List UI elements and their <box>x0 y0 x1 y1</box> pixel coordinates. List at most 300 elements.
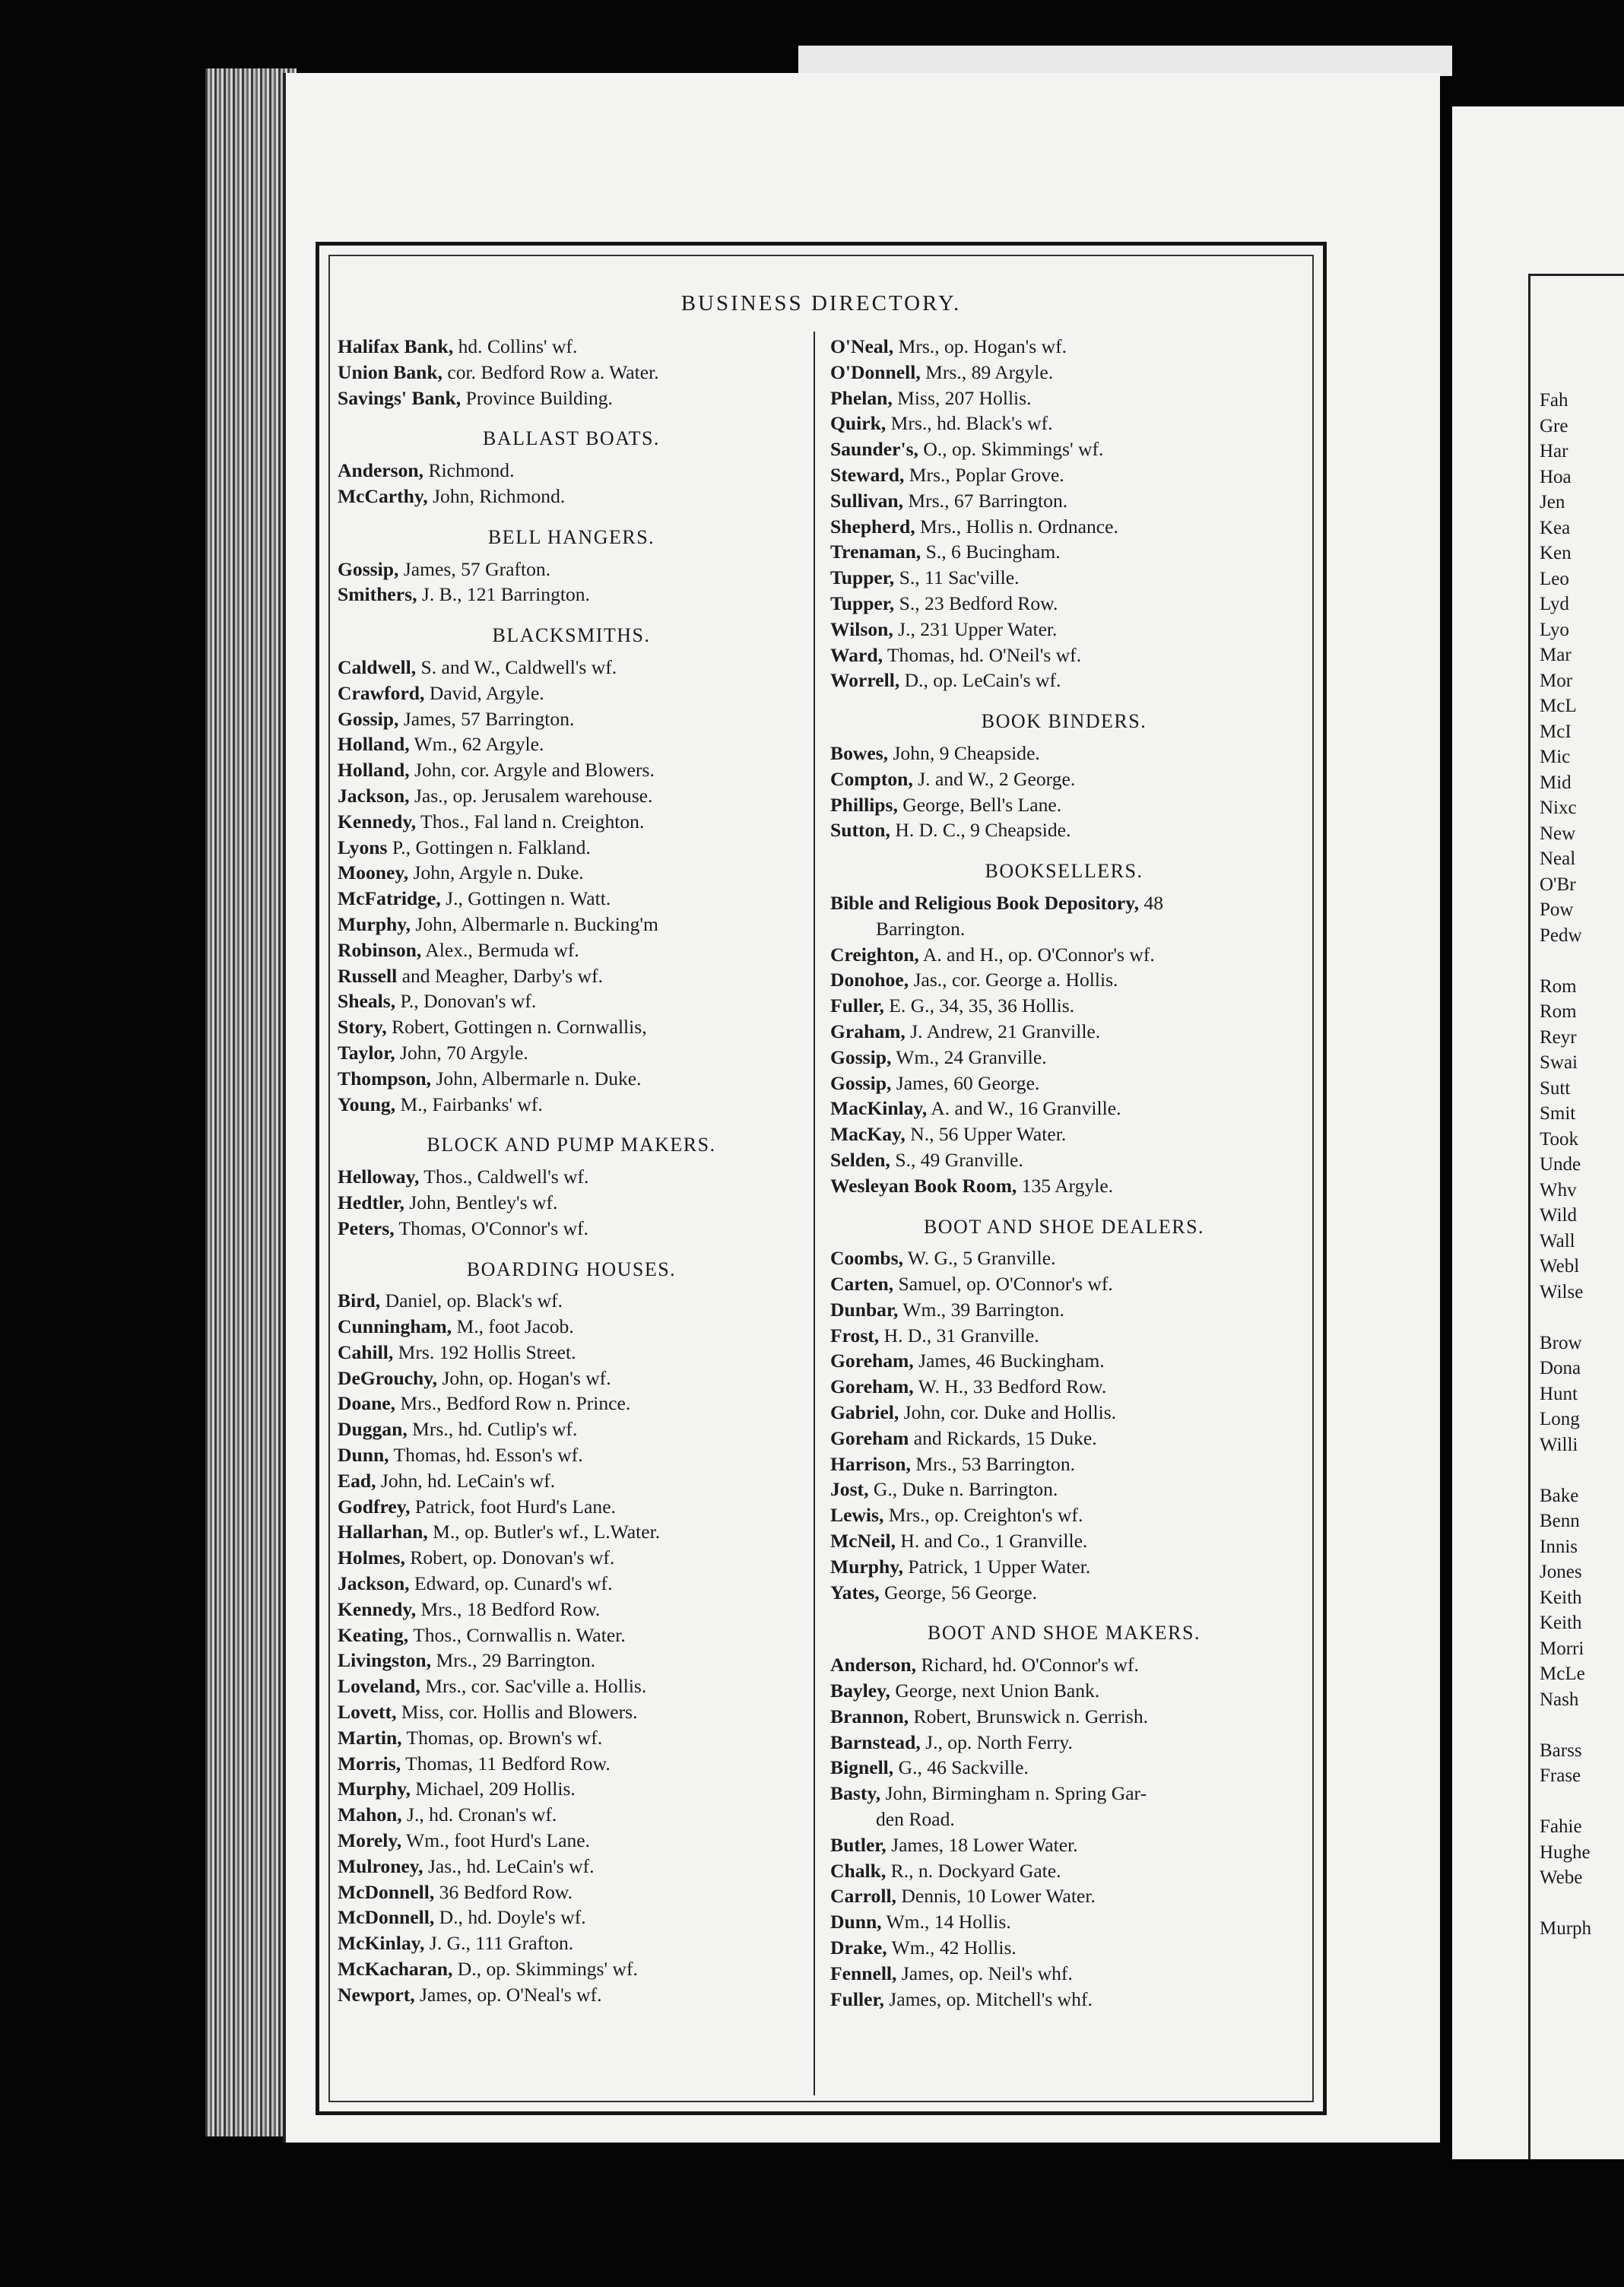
entry-name: Harrison, <box>830 1452 911 1475</box>
directory-entry <box>830 668 1298 693</box>
entry-address: 135 Argyle. <box>1017 1174 1114 1197</box>
entry-name: Story, <box>338 1016 387 1039</box>
facing-page <box>1452 106 1624 2159</box>
facing-page-fragment: Ken <box>1540 543 1572 563</box>
entry-address: Mrs., cor. Sac'ville a. Hollis. <box>420 1675 647 1698</box>
entry-address: A. and W., 16 Granville. <box>927 1097 1121 1120</box>
entry-address: J., op. North Ferry. <box>920 1730 1073 1753</box>
facing-page-fragment: Nash <box>1540 1689 1579 1710</box>
directory-entry <box>830 385 1298 411</box>
directory-entry <box>830 1045 1298 1071</box>
facing-page-fragment: Mic <box>1540 747 1571 767</box>
entry-address: Richmond. <box>423 459 515 482</box>
entry-address: James, 57 Barrington. <box>398 707 575 730</box>
facing-page-fragment: Morri <box>1540 1638 1584 1659</box>
left-column <box>338 334 805 2008</box>
entry-name: Bird, <box>338 1289 381 1312</box>
entry-name: Doane, <box>338 1392 396 1415</box>
entry-address: James, op. O'Neal's wf. <box>414 1983 602 2006</box>
entry-name: Murphy, <box>338 1778 411 1800</box>
section-heading: BLACKSMITHS. <box>492 624 651 647</box>
section-heading: BALLAST BOATS. <box>483 427 660 450</box>
entry-name: Bignell, <box>830 1756 894 1779</box>
directory-entry <box>338 1014 805 1040</box>
directory-entry <box>338 1648 805 1673</box>
directory-entry <box>338 1982 805 2008</box>
entry-address: Wm., 39 Barrington. <box>898 1298 1064 1321</box>
entry-name: McDonnell, <box>338 1880 435 1903</box>
entry-name: Sheals, <box>338 990 396 1013</box>
entry-name: Compton, <box>830 767 913 790</box>
entry-name: Loveland, <box>338 1675 420 1698</box>
facing-page-fragment: Jones <box>1540 1562 1582 1582</box>
directory-entry <box>830 514 1298 540</box>
entry-name: Bayley, <box>830 1680 890 1702</box>
entry-name: Chalk, <box>830 1859 887 1882</box>
directory-entry <box>338 1519 805 1545</box>
facing-page-fragment: Wild <box>1540 1205 1577 1226</box>
directory-entry <box>338 731 805 757</box>
entry-address: James, op. Neil's whf. <box>896 1962 1073 1984</box>
directory-entry <box>830 565 1298 591</box>
entry-name: Holmes, <box>338 1546 405 1569</box>
directory-entry <box>338 1545 805 1571</box>
entry-address: O., op. Skimmings' wf. <box>918 438 1104 461</box>
entry-name: Frost, <box>830 1324 880 1347</box>
entry-name: Holland, <box>338 733 410 756</box>
entry-address: D., hd. Doyle's wf. <box>434 1906 586 1929</box>
facing-page-fragment: Neal <box>1540 849 1576 869</box>
entry-address: M., op. Butler's wf., L.Water. <box>427 1521 661 1543</box>
facing-page-fragment: O'Br <box>1540 874 1576 895</box>
entry-name: Yates, <box>830 1581 880 1603</box>
entry-name: Shepherd, <box>830 515 915 538</box>
entry-address: M., Fairbanks' wf. <box>395 1093 543 1115</box>
entry-address: M., foot Jacob. <box>452 1315 574 1338</box>
entry-name: Bowes, <box>830 741 889 764</box>
entry-address: David, Argyle. <box>424 681 544 704</box>
facing-page-fragment: Long <box>1540 1409 1580 1429</box>
facing-page-fragment: Took <box>1540 1128 1579 1150</box>
directory-entry <box>338 334 805 360</box>
directory-entry <box>830 1271 1298 1297</box>
facing-page-fragment: McI <box>1540 721 1572 742</box>
directory-entry <box>338 1751 805 1777</box>
directory-entry <box>830 1019 1298 1045</box>
entry-address: John, Argyle n. Duke. <box>408 861 584 884</box>
entry-address: James, 60 George. <box>891 1071 1040 1094</box>
entry-address: Mrs., op. Creighton's wf. <box>883 1504 1083 1527</box>
entry-continuation: Barrington. <box>876 917 966 940</box>
entry-name: Smithers, <box>338 583 417 606</box>
entry-name: Lovett, <box>338 1701 397 1724</box>
directory-entry <box>830 1297 1298 1323</box>
facing-page-fragment: Hughe <box>1540 1841 1591 1863</box>
facing-page-fragment: Murph <box>1540 1918 1592 1939</box>
directory-entry <box>338 1442 805 1468</box>
entry-name: Union Bank, <box>338 360 442 383</box>
entry-address: N., 56 Upper Water. <box>905 1123 1067 1146</box>
facing-page-fragment: Hoa <box>1540 466 1572 487</box>
entry-address: James, 57 Grafton. <box>398 557 551 580</box>
entry-address: George, Bell's Lane. <box>897 793 1062 816</box>
directory-entry <box>338 1622 805 1648</box>
directory-entry <box>830 642 1298 668</box>
entry-name: Jackson, <box>338 1572 410 1595</box>
directory-entry <box>338 1776 805 1802</box>
entry-address: Miss, 207 Hollis. <box>892 386 1032 409</box>
entry-name: Mooney, <box>338 861 409 884</box>
directory-entry <box>830 1147 1298 1173</box>
entry-address: R., n. Dockyard Gate. <box>886 1859 1061 1882</box>
entry-name: Thompson, <box>338 1067 432 1090</box>
entry-address: Jas., cor. George a. Hollis. <box>909 969 1118 991</box>
facing-page-fragment: Rom <box>1540 975 1577 997</box>
entry-address: John, cor. Argyle and Blowers. <box>409 759 655 782</box>
entry-address: Wm., foot Hurd's Lane. <box>401 1829 591 1852</box>
facing-page-fragment: Mid <box>1540 772 1572 793</box>
directory-entry <box>830 1374 1298 1400</box>
entry-address: S., 6 Bucingham. <box>921 541 1061 563</box>
directory-entry <box>338 835 805 861</box>
facing-page-fragment: Wall <box>1540 1230 1575 1251</box>
entry-address: D., op. LeCain's wf. <box>899 669 1061 692</box>
entry-address: G., Duke n. Barrington. <box>868 1478 1058 1501</box>
entry-address: J. B., 121 Barrington. <box>417 583 590 606</box>
entry-name: Saunder's, <box>830 438 918 461</box>
facing-page-fragment: New <box>1540 823 1576 844</box>
directory-entry <box>830 1832 1298 1858</box>
entry-address: Thos., Caldwell's wf. <box>419 1166 589 1188</box>
directory-entry <box>830 436 1298 462</box>
entry-name: O'Neal, <box>830 335 894 357</box>
entry-name: Newport, <box>338 1983 415 2006</box>
entry-address: Alex., Bermuda wf. <box>421 938 579 961</box>
directory-entry <box>830 1348 1298 1374</box>
entry-name: Holland, <box>338 759 410 782</box>
entry-address: E. G., 34, 35, 36 Hollis. <box>883 994 1075 1017</box>
directory-entry <box>338 1040 805 1066</box>
entry-address: Mrs., op. Hogan's wf. <box>893 335 1067 357</box>
facing-page-fragment: Innis <box>1540 1536 1578 1557</box>
entry-address: John, cor. Duke and Hollis. <box>899 1401 1117 1424</box>
entry-name: McKacharan, <box>338 1958 453 1981</box>
entry-name: Ward, <box>830 643 883 666</box>
directory-entry <box>830 766 1298 792</box>
facing-page-fragment: Mor <box>1540 670 1573 691</box>
facing-page-fragment: Bake <box>1540 1485 1579 1506</box>
entry-name: Steward, <box>830 463 905 486</box>
entry-address: J., 231 Upper Water. <box>893 617 1058 640</box>
entry-address: Thomas, 11 Bedford Row. <box>401 1752 611 1775</box>
directory-entry <box>338 582 805 607</box>
entry-name: Jost, <box>830 1478 869 1501</box>
entry-name: Ead, <box>338 1469 376 1492</box>
entry-name: Goreham, <box>830 1350 914 1372</box>
facing-page-fragment: Sutt <box>1540 1077 1571 1099</box>
entry-name: Hedtler, <box>338 1191 404 1213</box>
directory-entry <box>830 462 1298 488</box>
directory-entry <box>338 1190 805 1216</box>
entry-address: Edward, op. Cunard's wf. <box>409 1572 613 1595</box>
entry-address: James, 18 Lower Water. <box>886 1833 1078 1856</box>
directory-entry <box>338 912 805 937</box>
directory-entry <box>830 1477 1298 1502</box>
entry-name: Mulroney, <box>338 1854 423 1877</box>
directory-entry <box>830 1883 1298 1909</box>
entry-address: Mrs., 53 Barrington. <box>910 1452 1076 1475</box>
directory-entry <box>338 385 805 411</box>
facing-page-fragment: Hunt <box>1540 1383 1578 1404</box>
directory-entry <box>338 1314 805 1340</box>
entry-name: Sutton, <box>830 819 890 842</box>
entry-address: Robert, Brunswick n. Gerrish. <box>909 1705 1149 1727</box>
entry-name: Trenaman, <box>830 541 921 563</box>
entry-name: Barnstead, <box>830 1730 921 1753</box>
entry-address: S. and W., Caldwell's wf. <box>416 655 617 678</box>
entry-name: Lyons <box>338 836 388 858</box>
entry-address: John, 70 Argyle. <box>395 1041 528 1064</box>
entry-name: O'Donnell, <box>830 360 921 383</box>
directory-entry <box>338 484 805 509</box>
directory-entry <box>830 488 1298 514</box>
entry-name: Cahill, <box>338 1340 394 1363</box>
entry-address: James, 46 Buckingham. <box>913 1350 1105 1372</box>
facing-page-fragment: Smit <box>1540 1103 1576 1124</box>
directory-entry <box>338 557 805 582</box>
entry-name: Kennedy, <box>338 810 417 833</box>
entry-address: Wm., 62 Argyle. <box>409 733 544 756</box>
facing-page-fragment: Frase <box>1540 1765 1581 1786</box>
entry-address: Mrs., hd. Cutlip's wf. <box>407 1418 578 1441</box>
directory-entry <box>338 1930 805 1956</box>
directory-entry <box>830 1502 1298 1528</box>
entry-address: Thos., Cornwallis n. Water. <box>408 1623 626 1646</box>
entry-address: Michael, 209 Hollis. <box>411 1778 576 1800</box>
entry-address: S., 23 Bedford Row. <box>894 592 1058 614</box>
entry-address: G., 46 Sackville. <box>893 1756 1029 1779</box>
directory-frame <box>316 242 1327 2115</box>
entry-address: Samuel, op. O'Connor's wf. <box>893 1273 1113 1296</box>
facing-page-fragment: Pow <box>1540 899 1574 920</box>
entry-address: H. D., 31 Granville. <box>879 1324 1039 1347</box>
entry-name: Selden, <box>830 1148 890 1171</box>
directory-entry <box>338 1092 805 1118</box>
entry-address: Thomas, op. Brown's wf. <box>401 1726 603 1749</box>
entry-address: Thomas, hd. Esson's wf. <box>389 1444 583 1467</box>
entry-name: Murphy, <box>830 1555 904 1578</box>
directory-entry <box>338 963 805 989</box>
entry-name: Gossip, <box>830 1045 892 1068</box>
facing-page-fragment: Pedw <box>1540 925 1582 946</box>
directory-entry <box>830 591 1298 617</box>
facing-page-fragment: Fahie <box>1540 1816 1582 1837</box>
entry-name: Martin, <box>338 1726 402 1749</box>
facing-page-fragment: Willi <box>1540 1434 1578 1455</box>
entry-address: S., 49 Granville. <box>890 1148 1023 1171</box>
entry-name: Gabriel, <box>830 1401 899 1424</box>
entry-address: Wm., 14 Hollis. <box>881 1911 1011 1933</box>
directory-entry <box>830 1554 1298 1580</box>
entry-address: J. Andrew, 21 Granville. <box>905 1020 1101 1042</box>
entry-address: Miss, cor. Hollis and Blowers. <box>396 1701 638 1724</box>
directory-entry <box>338 680 805 706</box>
entry-address: Thomas, O'Connor's wf. <box>394 1216 589 1239</box>
facing-page-fragment: Lyd <box>1540 594 1569 614</box>
directory-entry <box>830 1781 1298 1806</box>
section-heading: BOARDING HOUSES. <box>466 1258 677 1280</box>
entry-name: Coombs, <box>830 1247 903 1270</box>
entry-name: McCarthy, <box>338 484 428 507</box>
directory-entry <box>830 1245 1298 1271</box>
facing-page-fragment: Dona <box>1540 1358 1581 1378</box>
entry-name: Savings' Bank, <box>338 386 462 409</box>
directory-title: BUSINESS DIRECTORY. <box>680 291 962 316</box>
directory-entry <box>830 1935 1298 1961</box>
entry-name: Anderson, <box>338 459 424 482</box>
facing-page-fragment: McLe <box>1540 1664 1585 1684</box>
entry-name: Fuller, <box>830 994 884 1017</box>
directory-entry <box>338 757 805 783</box>
entry-name: Phillips, <box>830 793 898 816</box>
entry-address: Jas., hd. LeCain's wf. <box>423 1854 595 1877</box>
directory-entry <box>830 1704 1298 1730</box>
entry-address: P., Donovan's wf. <box>395 990 537 1013</box>
entry-name: Phelan, <box>830 386 893 409</box>
entry-address: D., op. Skimmings' wf. <box>452 1958 638 1981</box>
entry-address: Wm., 42 Hollis. <box>887 1936 1017 1959</box>
entry-name: Dunn, <box>338 1444 389 1467</box>
entry-name: Crawford, <box>338 681 425 704</box>
directory-entry <box>830 1426 1298 1451</box>
section-heading: BLOCK AND PUMP MAKERS. <box>427 1134 716 1156</box>
entry-name: Sullivan, <box>830 489 904 512</box>
directory-entry <box>338 1416 805 1442</box>
facing-page-fragment: Har <box>1540 441 1568 462</box>
facing-page-fragment: Fah <box>1540 390 1568 411</box>
directory-entry <box>338 1802 805 1828</box>
directory-entry <box>338 937 805 963</box>
directory-entry <box>830 1528 1298 1554</box>
entry-address: A. and H., op. O'Connor's wf. <box>918 943 1155 966</box>
directory-entry <box>830 1858 1298 1884</box>
directory-entry <box>830 1400 1298 1426</box>
entry-name: DeGrouchy, <box>338 1366 438 1389</box>
facing-page-fragment: Brow <box>1540 1332 1582 1353</box>
facing-page-fragment: Wilse <box>1540 1281 1584 1302</box>
entry-name: MacKinlay, <box>830 1097 928 1120</box>
directory-entry <box>830 1652 1298 1678</box>
entry-address: H. D. C., 9 Cheapside. <box>890 819 1071 842</box>
entry-address: John, Richmond. <box>427 484 566 507</box>
directory-entry <box>338 1828 805 1854</box>
entry-address: John, Albermarle n. Duke. <box>431 1067 642 1090</box>
entry-name: McFatridge, <box>338 887 441 910</box>
facing-page-fragment: Unde <box>1540 1154 1581 1175</box>
facing-page-fragment: Barss <box>1540 1740 1582 1761</box>
entry-address: John, Birmingham n. Spring Gar- <box>880 1782 1147 1805</box>
entry-address: Mrs., Bedford Row n. Prince. <box>395 1392 631 1415</box>
entry-name: Graham, <box>830 1020 906 1042</box>
entry-address: P., Gottingen n. Falkland. <box>387 836 591 858</box>
facing-page-fragment: Reyr <box>1540 1026 1577 1048</box>
entry-name: Donohoe, <box>830 969 909 991</box>
directory-entry <box>830 334 1298 360</box>
entry-address: cor. Bedford Row a. Water. <box>442 360 659 383</box>
entry-name: Murphy, <box>338 912 411 935</box>
entry-address: S., 11 Sac'ville. <box>894 566 1020 589</box>
entry-name: Dunn, <box>830 1911 882 1933</box>
directory-entry <box>338 886 805 912</box>
facing-page-fragment: McL <box>1540 696 1577 716</box>
entry-address: Richard, hd. O'Connor's wf. <box>916 1654 1139 1676</box>
entry-name: Fuller, <box>830 1987 884 2010</box>
entry-address: Mrs., 29 Barrington. <box>431 1649 596 1672</box>
directory-entry <box>338 1571 805 1597</box>
entry-name: Gossip, <box>338 557 399 580</box>
directory-entry <box>830 1451 1298 1477</box>
directory-entry <box>830 741 1298 766</box>
entry-name: Mahon, <box>338 1803 402 1826</box>
directory-entry <box>830 1961 1298 1987</box>
entry-name: Drake, <box>830 1936 887 1959</box>
directory-entry <box>830 1678 1298 1704</box>
directory-entry <box>338 1597 805 1622</box>
section-heading: BOOT AND SHOE MAKERS. <box>928 1622 1201 1645</box>
entry-address: John, op. Hogan's wf. <box>437 1366 611 1389</box>
entry-address: J., hd. Cronan's wf. <box>401 1803 557 1826</box>
entry-address: Thomas, hd. O'Neil's wf. <box>882 643 1082 666</box>
directory-entry <box>338 860 805 886</box>
section-heading: BOOKSELLERS. <box>985 860 1143 883</box>
entry-address: John, Albermarle n. Bucking'm <box>411 912 658 935</box>
directory-entry <box>338 1879 805 1905</box>
entry-name: Quirk, <box>830 412 887 435</box>
entry-name: Jackson, <box>338 784 410 807</box>
facing-page-fragment: Keith <box>1540 1587 1582 1608</box>
entry-name: Russell <box>338 964 398 987</box>
directory-entry <box>338 360 805 385</box>
entry-name: Tupper, <box>830 566 895 589</box>
entry-address: Province Building. <box>461 386 613 409</box>
entry-address: John, hd. LeCain's wf. <box>376 1469 556 1492</box>
entry-address: James, op. Mitchell's whf. <box>883 1987 1093 2010</box>
entry-address: Mrs., 67 Barrington. <box>903 489 1068 512</box>
entry-address: John, Bentley's wf. <box>404 1191 558 1213</box>
directory-entry <box>338 1066 805 1092</box>
entry-address: and Meagher, Darby's wf. <box>397 964 604 987</box>
entry-address: Wm., 24 Granville. <box>891 1045 1047 1068</box>
entry-name: Hallarhan, <box>338 1521 428 1543</box>
directory-entry <box>338 1468 805 1494</box>
directory-entry <box>338 706 805 732</box>
entry-name: Fennell, <box>830 1962 897 1984</box>
entry-name: Anderson, <box>830 1654 917 1676</box>
entry-name: Morris, <box>338 1752 401 1775</box>
entry-name: Lewis, <box>830 1504 884 1527</box>
directory-entry <box>830 967 1298 993</box>
entry-name: McNeil, <box>830 1530 896 1553</box>
entry-name: Livingston, <box>338 1649 432 1672</box>
entry-name: Taylor, <box>338 1041 395 1064</box>
entry-address: 48 <box>1139 891 1164 914</box>
entry-address: Mrs., 89 Argyle. <box>920 360 1054 383</box>
entry-address: W. H., 33 Bedford Row. <box>913 1375 1107 1398</box>
entry-address: George, 56 George. <box>879 1581 1037 1603</box>
directory-entry <box>830 1071 1298 1096</box>
directory-entry <box>830 942 1298 968</box>
directory-entry <box>338 1366 805 1391</box>
